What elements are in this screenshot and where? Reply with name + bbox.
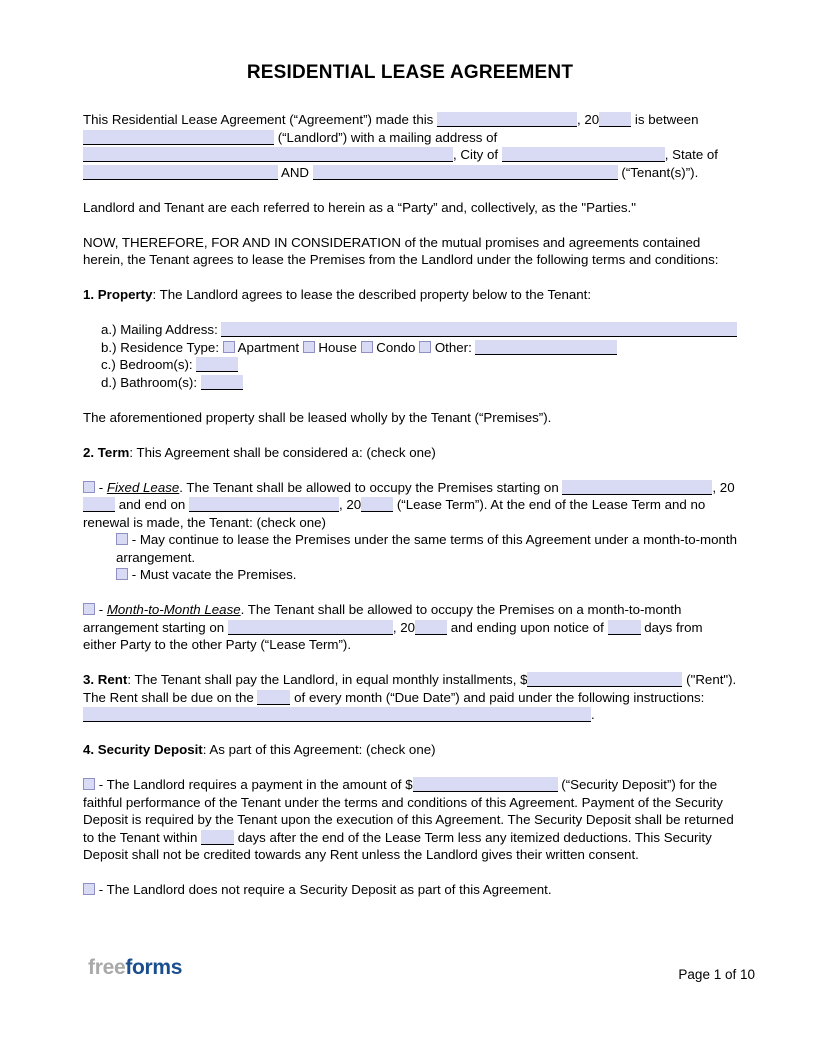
apartment-label: Apartment [234,339,303,355]
m2m-dash: - [95,602,107,617]
intro-seg-7: (“Tenant(s)”). [617,164,699,180]
other-checkbox[interactable] [419,341,431,353]
fixed-lease-seg-0: . The Tenant shall be allowed to occupy the Premises starting on [179,479,563,495]
rent-due-day-field[interactable] [257,690,290,705]
payment-instructions-field[interactable] [83,707,591,722]
fixed-lease-seg-4: (“Lease Term”). At the end of the Lease Term and no renewal is made, the Tenant: (check one) [83,497,706,530]
fixed-lease-seg-1: , 20 [712,479,735,495]
security-heading [83,741,737,759]
deposit-seg-0: - The Landlord requires a payment in the amount of $ [95,777,413,792]
rent-amount-field[interactable] [527,672,682,687]
rent-seg-0: : The Tenant shall pay the Landlord, in equal monthly installments, $ [127,672,528,687]
security-heading-text: : As part of this Agreement: (check one) [202,742,436,757]
state-field[interactable] [83,165,278,180]
freeforms-logo [88,956,182,980]
term-heading-number: 2. Term [83,444,130,460]
no-deposit-checkbox[interactable] [83,883,95,895]
bathrooms-label: d.) Bathroom(s): [101,374,201,390]
continue-option-text: - May continue to lease the Premises under the same terms of this Agreement under a month-to-month arrangement. [116,532,738,565]
m2m-seg-1: , 20 [392,619,416,635]
page-number: Page 1 of 10 [678,967,755,982]
bedrooms-item [101,356,737,374]
rent-seg-2: of every month (“Due Date”) and paid under the following instructions: [290,689,705,705]
deposit-seg-1: (“Security Deposit”) for the faithful performance of the Tenant under the terms and conditions of this Agreement. Payment of the Security Deposit is required by the Tenant upon the execution of this Agreement. The Security Deposit shall be returned to the Tenant within [83,777,734,845]
intro-seg-2: is between [631,112,699,127]
logo-forms-text: forms [125,956,183,979]
mailing-address-label: a.) Mailing Address: [101,322,222,337]
document-content [83,58,737,916]
landlord-address-field[interactable] [83,147,453,162]
mailing-address-item [101,321,737,339]
parties-paragraph: Landlord and Tenant are each referred to herein as a “Party” and, collectively, as the "Parties." [83,199,636,215]
rent-seg-3: . [591,707,595,722]
property-heading [83,286,737,304]
agreement-year-field[interactable] [599,112,631,127]
month-to-month-lease-checkbox[interactable] [83,603,95,615]
term-heading-text: : This Agreement shall be considered a: (check one) [129,444,436,460]
deposit-amount-field[interactable] [413,777,558,792]
intro-seg-6: AND [278,164,313,180]
rent-seg-1: ("Rent"). The Rent shall be due on the [83,672,737,705]
must-vacate-checkbox[interactable] [116,568,128,580]
fixed-lease-seg-3: , 20 [338,497,362,512]
deposit-required-checkbox[interactable] [83,778,95,790]
m2m-start-year-field[interactable] [415,620,447,635]
intro-paragraph [83,111,737,181]
month-to-month-clause [83,601,737,654]
m2m-start-date-field[interactable] [228,620,393,635]
m2m-title: Month-to-Month Lease [106,602,241,617]
vacate-option [83,566,737,584]
fixed-end-date-field[interactable] [189,497,339,512]
house-label: House [314,339,361,355]
apartment-checkbox[interactable] [223,341,235,353]
city-field[interactable] [502,147,665,162]
residence-type-item [101,339,737,357]
fixed-lease-seg-2: and end on [115,497,189,512]
notice-days-field[interactable] [608,620,641,635]
logo-free-text: free [88,956,126,979]
condo-label: Condo [372,339,420,355]
intro-seg-0: This Residential Lease Agreement (“Agreement”) made this [83,112,438,127]
agreement-date-field[interactable] [437,112,577,127]
condo-checkbox[interactable] [361,341,373,353]
bathrooms-item [101,374,737,392]
vacate-option-text: - Must vacate the Premises. [128,567,297,582]
residence-other-field[interactable] [475,340,617,355]
bathrooms-field[interactable] [201,375,243,390]
fixed-start-date-field[interactable] [562,480,712,495]
consideration-paragraph: NOW, THEREFORE, FOR AND IN CONSIDERATION of the mutual promises and agreements contained herein, the Tenant agrees to lease the Premises from the Landlord under the following terms and conditions: [83,234,719,267]
fixed-lease-checkbox[interactable] [83,481,95,493]
landlord-name-field[interactable] [83,130,274,145]
other-label: Other: [431,339,476,355]
intro-seg-4: , City of [453,147,502,162]
m2m-seg-2: and ending upon notice of [447,619,608,635]
m2m-seg-3: days from either Party to the other Party (“Lease Term”). [83,619,703,652]
intro-seg-5: , State of [664,147,719,162]
property-heading-number: 1. Property [83,287,153,302]
fixed-lease-clause [83,479,737,532]
rent-clause [83,671,737,724]
bedrooms-label: c.) Bedroom(s): [101,357,197,372]
intro-seg-1: , 20 [577,112,600,127]
deposit-required-clause [83,776,737,864]
term-heading [83,444,737,462]
premises-note: The aforementioned property shall be leased wholly by the Tenant (“Premises”). [83,409,552,425]
continue-month-to-month-checkbox[interactable] [116,533,128,545]
document-title: RESIDENTIAL LEASE AGREEMENT [246,62,574,83]
intro-seg-3: (“Landlord”) with a mailing address of [274,129,498,145]
m2m-seg-0: . The Tenant shall be allowed to occupy the Premises on a month-to-month arrangement starting on [83,602,682,635]
fixed-start-year-field[interactable] [83,497,115,512]
fixed-lease-title: Fixed Lease [106,479,180,495]
bedrooms-field[interactable] [196,357,238,372]
property-heading-text: : The Landlord agrees to lease the described property below to the Tenant: [152,287,592,302]
deposit-seg-2: days after the end of the Lease Term less any itemized deductions. This Security Deposit shall not be credited towards any Rent unless the Landlord gives their written consent. [83,829,712,862]
fixed-lease-dash: - [95,479,107,495]
house-checkbox[interactable] [303,341,315,353]
no-deposit-text: - The Landlord does not require a Security Deposit as part of this Agreement. [95,882,552,897]
no-deposit-clause [83,881,737,899]
rent-heading-number: 3. Rent [83,672,128,687]
mailing-address-field[interactable] [221,322,737,337]
tenant-name-field[interactable] [313,165,618,180]
residence-type-label: b.) Residence Type: [101,339,223,355]
security-heading-number: 4. Security Deposit [83,742,203,757]
deposit-return-days-field[interactable] [201,830,234,845]
continue-option [83,531,737,566]
property-list [83,321,737,391]
fixed-end-year-field[interactable] [361,497,393,512]
